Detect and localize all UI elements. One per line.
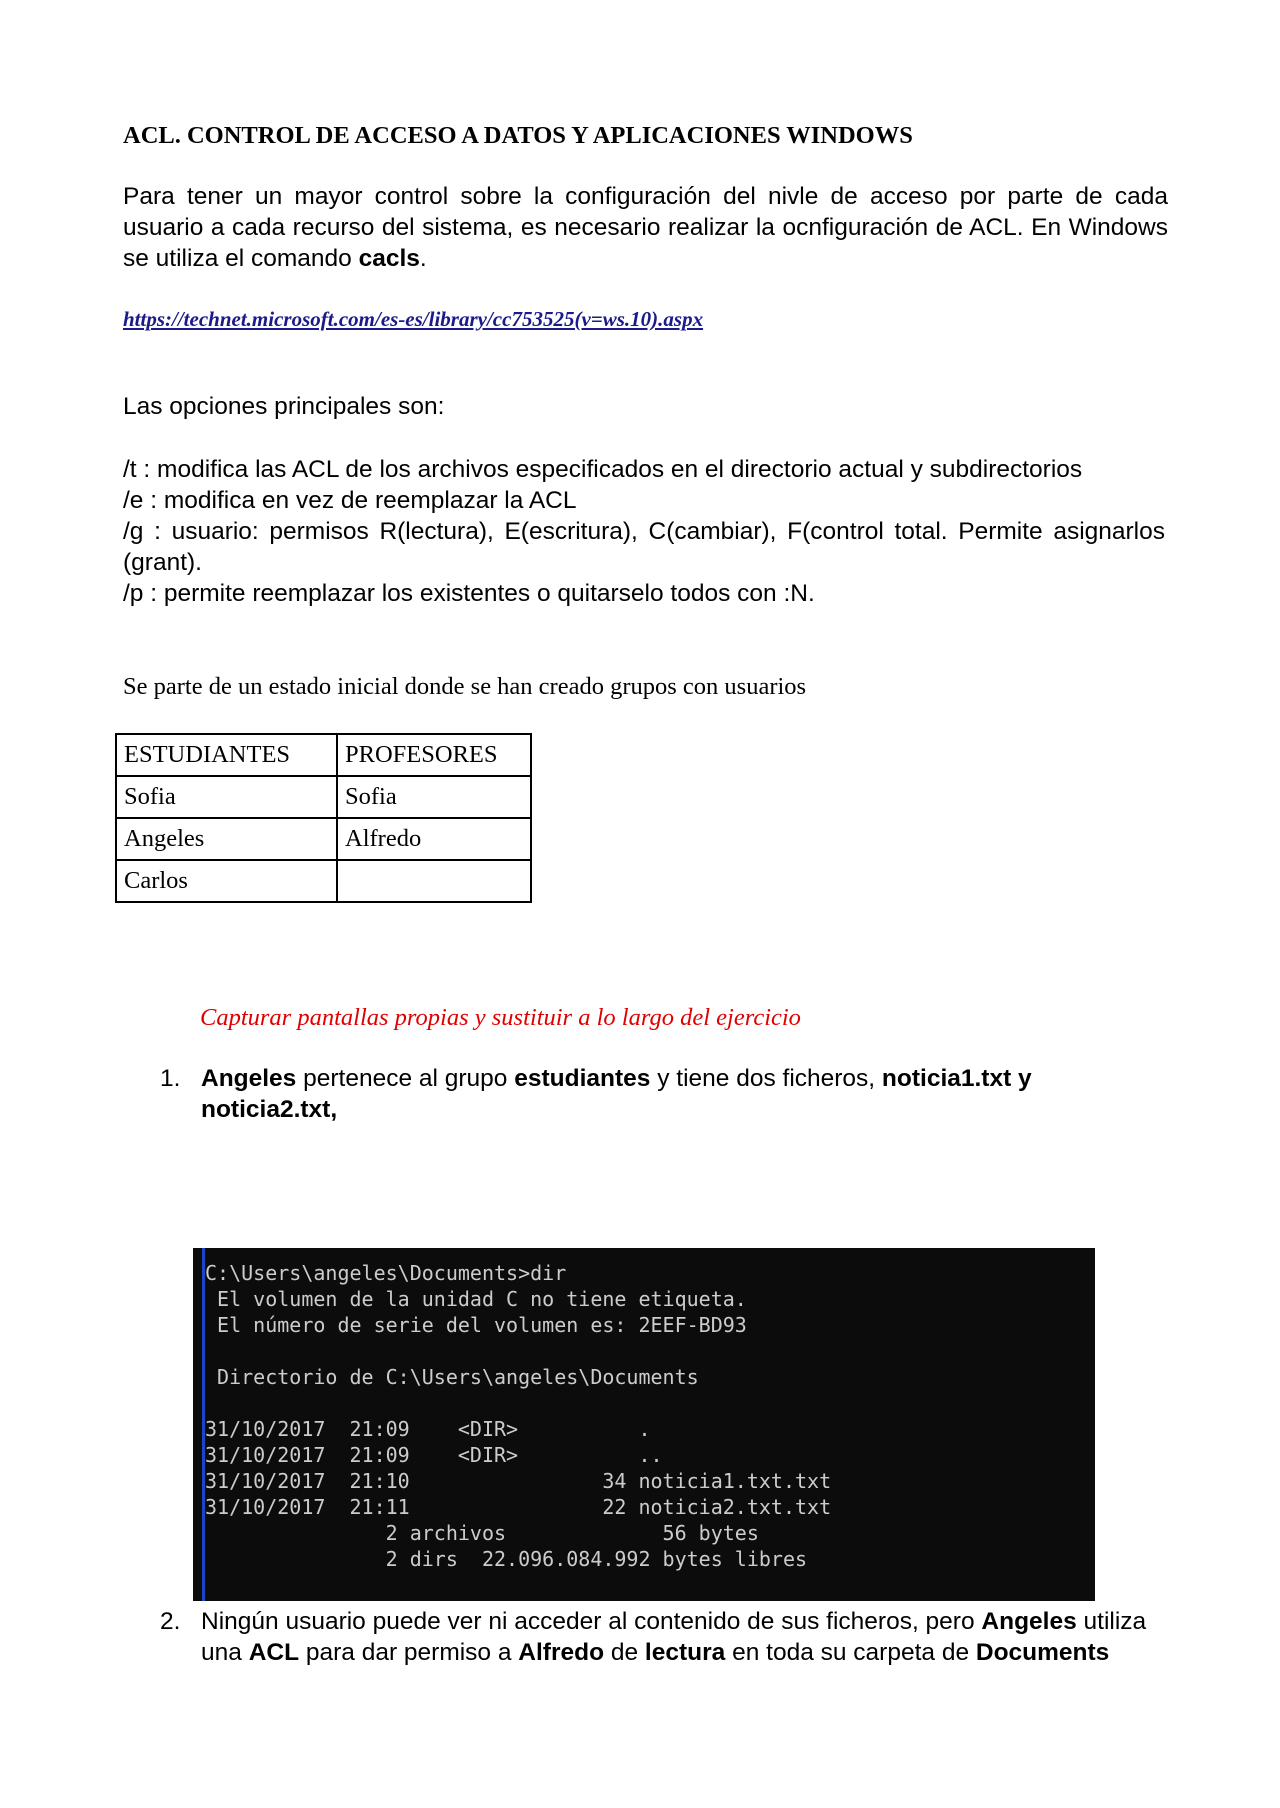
text: de [604,1639,645,1666]
terminal-line: 31/10/2017 21:11 22 noticia2.txt.txt [205,1495,832,1519]
option-e: /e : modifica en vez de reemplazar la ACL [123,487,577,514]
terminal-line: 31/10/2017 21:09 <DIR> . [205,1417,651,1441]
bold-text: Angeles [201,1065,297,1092]
terminal-line: 2 archivos 56 bytes [205,1521,759,1545]
capture-note: Capturar pantallas propias y sustituir a lo largo del ejercicio [200,1004,801,1031]
bold-text: Angeles [981,1608,1077,1635]
table-row [116,818,531,860]
document-title: ACL. CONTROL DE ACCESO A DATOS Y APLICACIONES WINDOWS [123,122,913,149]
list-item [160,1063,1170,1125]
table-header-cell: ESTUDIANTES [116,734,337,776]
option-t: /t : modifica las ACL de los archivos especificados en el directorio actual y subdirectorios [123,456,1083,483]
intro-text: Para tener un mayor control sobre la configuración del nivle de acceso por parte de cada usuario a cada recurso del sistema, es necesario realizar la ocnfiguración de ACL. En Windows se utiliza el comando [123,183,1168,272]
terminal-line [205,1390,831,1416]
terminal-line: C:\Users\angeles\Documents>dir [205,1261,567,1285]
table-cell: Angeles [116,818,337,860]
bold-text: noticia1.txt y noticia2.txt, [201,1065,1032,1123]
table-row [116,860,531,902]
terminal-line: Directorio de C:\Users\angeles\Documents [205,1365,699,1389]
intro-paragraph [123,181,1168,274]
technet-link[interactable]: https://technet.microsoft.com/es-es/library/cc753525(v=ws.10).aspx [123,307,704,331]
groups-table [115,733,532,903]
table-cell: Alfredo [337,818,531,860]
bold-text: estudiantes [514,1065,651,1092]
bold-text: lectura [644,1639,726,1666]
terminal-line [205,1338,831,1364]
table-header-row [116,734,531,776]
intro-text-end: . [419,245,427,272]
terminal-line: 31/10/2017 21:10 34 noticia1.txt.txt [205,1469,832,1493]
terminal-screenshot [193,1248,1095,1601]
list-item [160,1606,1170,1668]
text: pertenece al grupo [296,1065,515,1092]
table-cell: Sofia [116,776,337,818]
intro-command: cacls [358,245,420,272]
text: en toda su carpeta de [725,1639,976,1666]
table-cell [337,860,531,902]
terminal-line: El volumen de la unidad C no tiene etiqueta. [205,1287,747,1311]
options-list [123,454,1165,609]
terminal-output [205,1260,831,1572]
text: y tiene dos ficheros, [650,1065,882,1092]
list-item-body [201,1063,1170,1125]
terminal-line: El número de serie del volumen es: 2EEF-BD93 [205,1313,747,1337]
text: Ningún usuario puede ver ni acceder al contenido de sus ficheros, pero [201,1608,982,1635]
terminal-line: 2 dirs 22.096.084.992 bytes libres [205,1547,808,1571]
option-g: /g : usuario: permisos R(lectura), E(escritura), C(cambiar), F(control total. Permite asignarlos (grant). [123,518,1165,576]
table-cell: Sofia [337,776,531,818]
text: utiliza una [201,1608,1147,1666]
options-heading: Las opciones principales son: [123,393,445,420]
list-item-number: 2. [160,1608,181,1635]
table-row [116,776,531,818]
list-item-body [201,1606,1170,1668]
terminal-line: 31/10/2017 21:09 <DIR> .. [205,1443,663,1467]
bold-text: ACL [248,1639,300,1666]
option-p: /p : permite reemplazar los existentes o quitarselo todos con :N. [123,580,815,607]
bold-text: Documents [975,1639,1110,1666]
initial-state-text: Se parte de un estado inicial donde se han creado grupos con usuarios [123,673,807,700]
text: para dar permiso a [299,1639,519,1666]
table-cell: Carlos [116,860,337,902]
list-item-number: 1. [160,1065,181,1092]
table-header-cell: PROFESORES [337,734,531,776]
bold-text: Alfredo [518,1639,605,1666]
